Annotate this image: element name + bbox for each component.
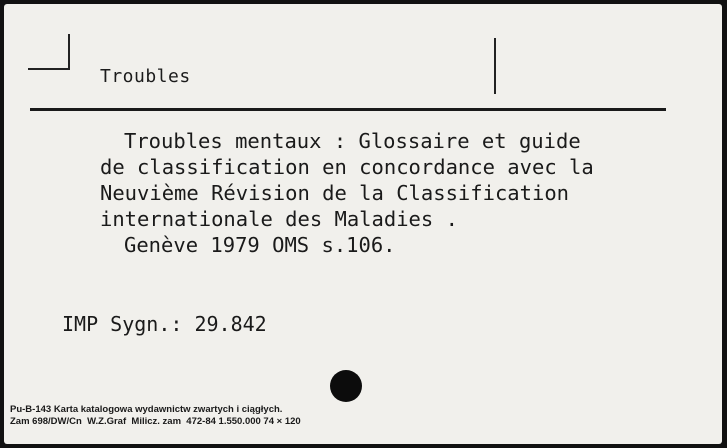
call-number: IMP Sygn.: 29.842	[62, 312, 267, 336]
body-line: de classification en concordance avec la	[100, 155, 594, 179]
vertical-divider	[494, 38, 496, 94]
heading-rule	[30, 108, 666, 111]
corner-bracket-mark	[28, 34, 70, 70]
body-line: Troubles mentaux : Glossaire et guide	[124, 129, 581, 153]
body-line: Neuvième Révision de la Classification	[100, 181, 569, 205]
card-heading: Troubles	[100, 66, 191, 87]
footer-line: Pu-B-143 Karta katalogowa wydawnictw zwartych i ciągłych.	[10, 404, 283, 415]
card-footer	[10, 404, 301, 428]
body-line: Genève 1979 OMS s.106.	[124, 233, 396, 257]
catalog-card	[4, 4, 722, 444]
card-body	[100, 128, 680, 258]
body-line: internationale des Maladies .	[100, 207, 458, 231]
footer-line: Zam 698/DW/Cn W.Z.Graf Milicz. zam 472-84 1.550.000 74 × 120	[10, 416, 301, 427]
punch-hole	[330, 370, 362, 402]
